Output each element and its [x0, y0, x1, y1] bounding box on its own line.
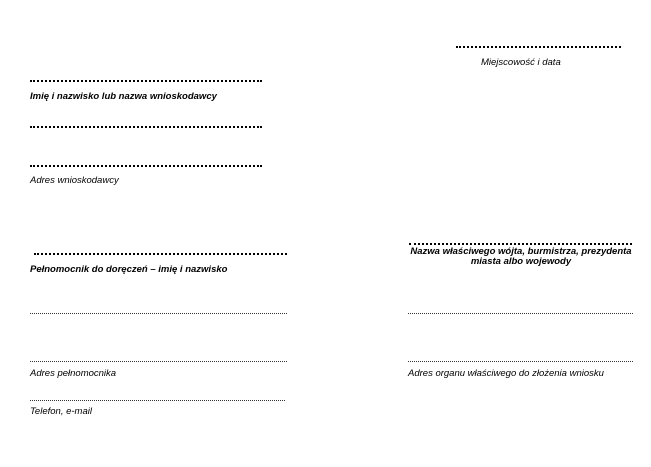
authority-name-label: Nazwa właściwego wójta, burmistrza, prezydenta miasta albo wojewody: [410, 246, 632, 267]
applicant-address-line-1[interactable]: [30, 126, 262, 128]
proxy-contact-line[interactable]: [30, 400, 285, 401]
applicant-name-line[interactable]: [30, 80, 262, 82]
authority-address-label: Adres organu właściwego do złożenia wniosku: [408, 368, 604, 379]
proxy-address-line-2[interactable]: [30, 361, 287, 362]
authority-address-line-2[interactable]: [408, 361, 633, 362]
proxy-name-label: Pełnomocnik do doręczeń – imię i nazwisko: [30, 264, 228, 275]
applicant-address-label: Adres wnioskodawcy: [30, 175, 119, 186]
authority-name-line[interactable]: [409, 243, 632, 245]
applicant-name-label: Imię i nazwisko lub nazwa wnioskodawcy: [30, 91, 217, 102]
place-date-label: Miejscowość i data: [481, 57, 561, 68]
proxy-address-line-1[interactable]: [30, 313, 287, 314]
proxy-address-label: Adres pełnomocnika: [30, 368, 117, 379]
proxy-name-line[interactable]: [34, 253, 287, 255]
place-date-line[interactable]: [456, 46, 621, 48]
authority-address-line-1[interactable]: [408, 313, 633, 314]
applicant-address-line-2[interactable]: [30, 165, 262, 167]
proxy-contact-label: Telefon, e-mail: [30, 406, 92, 417]
